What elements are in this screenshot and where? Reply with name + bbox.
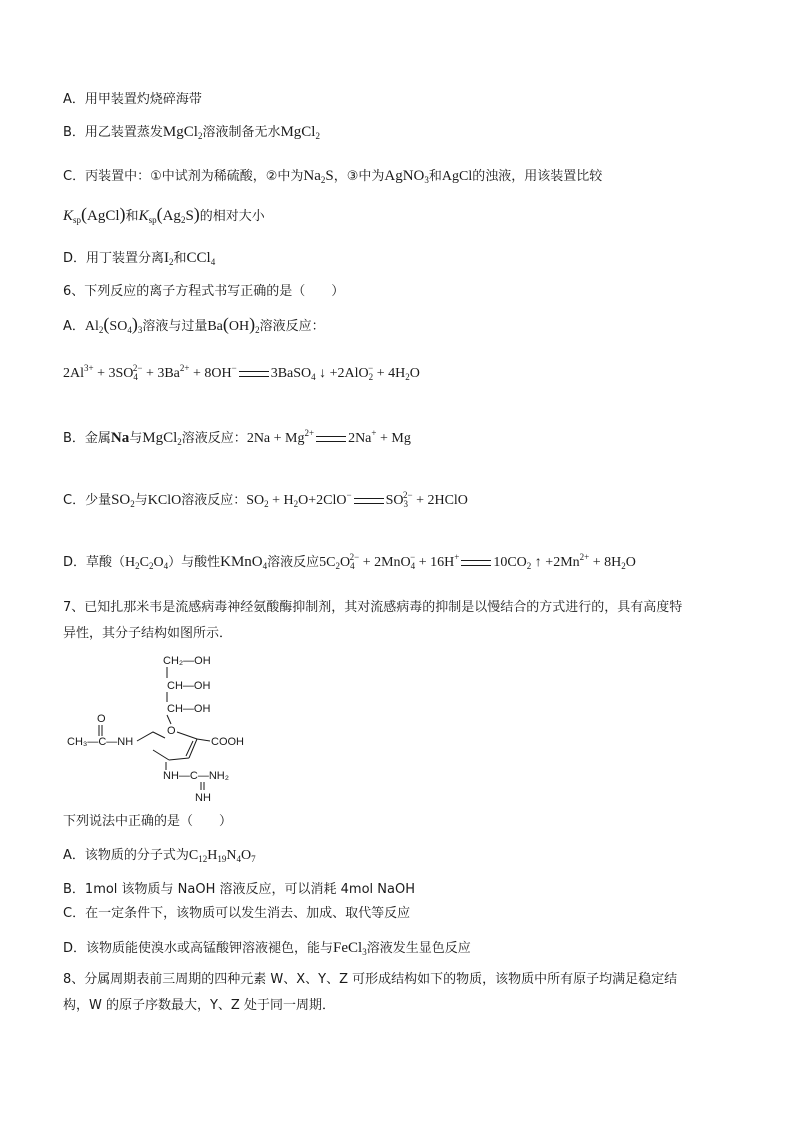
q5-option-d: D．用丁装置分离$I_2$和CCl$_4$ — [63, 250, 216, 267]
q6-stem: 6、下列反应的离子方程式书写正确的是（ ） — [63, 284, 345, 299]
q5-option-c: C．丙装置中：①中试剂为稀硫酸，②中为$Na_2S$，③中为AgNO$_3$和AgCl的浊液，用该装置比较 — [63, 168, 603, 185]
q7-stem-line1: 7、已知扎那米韦是流感病毒神经氨酸酶抑制剂，其对流感病毒的抑制是以慢结合的方式进行的，具有高度特 — [63, 600, 683, 615]
q7-stem-line2: 异性，其分子结构如图所示． — [63, 626, 233, 641]
q5-option-a: A．用甲装置灼烧碎海带 — [63, 92, 202, 107]
label-choh-1: CH—OH — [167, 680, 211, 692]
q8-stem-line1: 8、分属周期表前三周期的四种元素 W、X、Y、Z 可形成结构如下的物质，该物质中所有原子均满足稳定结 — [63, 972, 678, 987]
q6-option-b: B．金属Na与MgCl$_2$溶液反应：$2Na + Mg^{2+}$ 2Na+ + Mg — [63, 428, 411, 447]
zanamivir-structure-diagram — [63, 652, 263, 804]
label-acetyl-nh: CH₃—C—NH — [67, 736, 134, 748]
q6-option-d: D．草酸$(H_2C_2O_4)$与酸性KMnO$_4$溶液反应$5C_2O_4^{2-} + 2MnO_4^- + 16H^+$ $10CO_2$ ↑ $+2Mn^{2+} + 8H_2O$ — [63, 552, 636, 571]
q8-stem-line2: 构，W 的原子序数最大，Y、Z 处于同一周期． — [63, 998, 335, 1013]
label-choh-2: CH—OH — [167, 703, 211, 715]
q7-option-c: C．在一定条件下，该物质可以发生消去、加成、取代等反应 — [63, 906, 411, 921]
label-cooh: COOH — [211, 736, 244, 748]
q5-option-c-continued: $K_{sp}(AgCl)$和$K_{sp}(Ag_2S)$的相对大小 — [63, 204, 265, 225]
q7-option-d: D．该物质能使溴水或高锰酸钾溶液褪色，能与FeCl$_3$溶液发生显色反应 — [63, 940, 471, 957]
q6-option-a-equation: $2Al^{3+} + 3SO_4^{2-} + 3Ba^{2+} + 8OH^-$ 3BaSO$_4$ ↓ $+2AlO_2^- + 4H_2O$ — [63, 363, 420, 382]
q6-option-c: C．少量$SO_2$与KClO溶液反应：$SO_2 + H_2O+2ClO^-$ $SO_3^{2-}$ + 2HClO — [63, 490, 468, 509]
q6-option-a: A．$Al_2(SO_4)_3$溶液与过量$Ba(OH)_2$溶液反应： — [63, 314, 325, 335]
label-ring-oxygen: O — [167, 725, 176, 737]
q7-question: 下列说法中正确的是（ ） — [63, 814, 233, 829]
q5-option-b: B．用乙装置蒸发MgCl$_2$溶液制备无水MgCl$_2$ — [63, 124, 320, 141]
label-imine-nh: NH — [195, 792, 211, 804]
q7-option-a: A．该物质的分子式为$C_{12}H_{19}N_4O_7$ — [63, 848, 256, 864]
label-guanidine-nh: NH—C—NH₂ — [163, 770, 229, 782]
label-ch2oh: CH₂—OH — [163, 655, 211, 667]
q7-option-b: B．1mol 该物质与 NaOH 溶液反应，可以消耗 4mol NaOH — [63, 882, 415, 897]
label-carbonyl-oxygen: O — [97, 713, 106, 725]
